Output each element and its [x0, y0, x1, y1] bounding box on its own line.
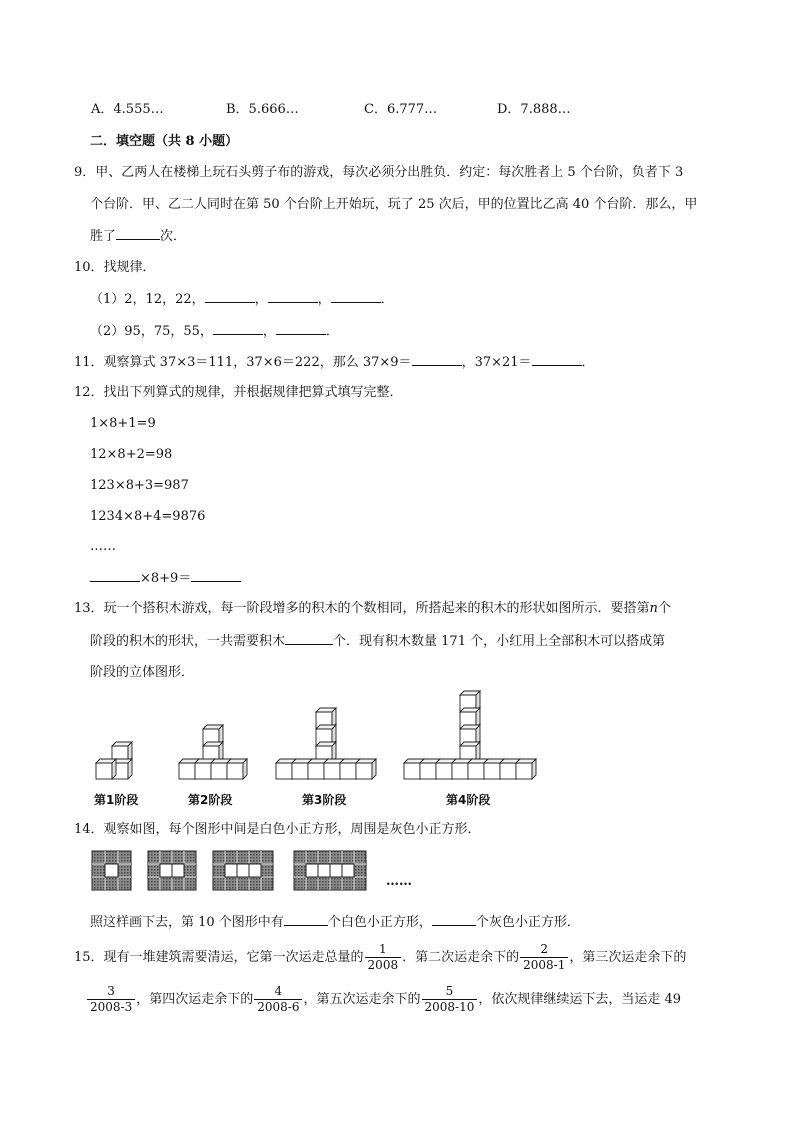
q14-title: 14．观察如图，每个图形中间是白色小正方形，周围是灰色小正方形．: [74, 822, 481, 837]
q13-line3: 阶段的立体图形．: [90, 665, 195, 680]
q14-line2-post: 个灰色小正方形．: [475, 915, 580, 930]
stage-4-blocks: [404, 691, 536, 779]
option-d: D．7.888…: [497, 102, 571, 117]
stage-3-blocks: [276, 708, 376, 779]
q9-line3: [90, 227, 186, 246]
q10-p1-blank-1[interactable]: [205, 290, 255, 303]
q13-line2-post: 个．现有积木数量 171 个，小红用上全部积木可以搭成第: [333, 634, 666, 649]
pattern-figure-1: [92, 851, 131, 890]
q15-mid1: ．第二次运走余下的: [402, 950, 520, 965]
q10-part2: [90, 322, 339, 341]
q11-line: [74, 353, 595, 372]
variable-n: n: [649, 601, 658, 616]
q9-line1: 9．甲、乙两人在楼梯上玩石头剪子布的游戏，每次必须分出胜负．约定：每次胜者上 5 个台阶，负者下 3: [74, 165, 684, 180]
stage-label-2: 第2阶段: [188, 793, 233, 807]
q12-blank-2[interactable]: [191, 569, 241, 582]
q15-post1: ，第三次运走余下的: [569, 950, 687, 965]
sep: ，: [317, 292, 331, 307]
q15-line1: [74, 941, 686, 975]
stage-2-blocks: [179, 725, 247, 779]
q15-post2: ，依次规律继续运下去，当运走 49: [478, 992, 682, 1007]
q14-blank-2[interactable]: [432, 913, 476, 926]
q14-line2: [90, 913, 580, 932]
stage-1-blocks: [96, 742, 132, 779]
sep: ，: [262, 324, 276, 339]
pattern-figure-3: [213, 851, 273, 890]
q13-line2: [90, 632, 665, 651]
q11-end: ．: [581, 355, 595, 370]
q13-line2-pre: 阶段的积木的形状，一共需要积木: [90, 634, 286, 649]
q11-mid: ，37×21＝: [461, 355, 532, 370]
q10-p1-text: （1）2，12，22，: [90, 292, 205, 307]
q12-eq3: 123×8+3=987: [90, 478, 189, 493]
fraction-5: $\frac{5}{2008-10}$: [422, 984, 478, 1015]
q10-p1-blank-3[interactable]: [331, 290, 381, 303]
option-b: B．5.666…: [226, 102, 299, 117]
q12-title: 12．找出下列算式的规律，并根据规律把算式填写完整．: [74, 385, 403, 400]
end: ．: [325, 324, 339, 339]
q14-blank-1[interactable]: [284, 913, 328, 926]
stage-label-3: 第3阶段: [302, 793, 347, 807]
q14-figure-ellipsis: ……: [386, 874, 412, 889]
q9-text-pre: 胜了: [90, 229, 117, 244]
stage-label-4: 第4阶段: [446, 793, 491, 807]
q10-part1: [90, 290, 394, 309]
q15-pre1: 15．现有一堆建筑需要清运，它第一次运走总量的: [74, 950, 364, 965]
q13-line1-post: 个: [657, 601, 671, 616]
fraction-4: $\frac{4}{2008-6}$: [254, 984, 302, 1015]
q10-title: 10．找规律．: [74, 260, 156, 275]
q10-p2-text: （2）95，75，55，: [90, 324, 213, 339]
stage-label-1: 第1阶段: [94, 793, 139, 807]
q12-eq2: 12×8+2=98: [90, 447, 173, 462]
fraction-1: $\frac{1}{2008}$: [365, 942, 402, 973]
q9-answer-blank[interactable]: [116, 227, 160, 240]
q12-eq1: 1×8+1=9: [90, 416, 156, 431]
q14-line2-pre: 照这样画下去，第 10 个图形中有: [90, 915, 284, 930]
q9-line2: 个台阶．甲、乙二人同时在第 50 个台阶上开始玩，玩了 25 次后，甲的位置比乙高 40 个台阶．那么，甲: [90, 197, 698, 212]
q14-line2-mid: 个白色小正方形，: [327, 915, 432, 930]
q13-line1-pre: 13．玩一个搭积木游戏，每一阶段增多的积木的个数相同，所搭起来的积木的形状如图所示．要搭第: [74, 601, 650, 616]
block-stages-figure: [88, 686, 538, 786]
fraction-2: $\frac{2}{2008-1}$: [520, 942, 568, 973]
q12-last: [90, 569, 241, 588]
q12-last-mid: ×8+9＝: [140, 571, 192, 586]
pattern-figure-2: [148, 851, 196, 890]
sep: ，: [254, 292, 268, 307]
option-a: A．4.555…: [91, 102, 164, 117]
q11-blank-1[interactable]: [412, 353, 462, 366]
q10-p1-blank-2[interactable]: [268, 290, 318, 303]
q12-ellipsis: ……: [90, 539, 116, 554]
q15-mid2: ，第四次运走余下的: [136, 992, 254, 1007]
section-title: 二．填空题（共 8 小题）: [90, 134, 239, 149]
q15-mid3: ，第五次运走余下的: [303, 992, 421, 1007]
q10-p2-blank-2[interactable]: [276, 322, 326, 335]
q12-eq4: 1234×8+4=9876: [90, 509, 206, 524]
q9-text-post: 次．: [160, 229, 187, 244]
end: ．: [380, 292, 394, 307]
q15-line2: [86, 983, 681, 1017]
q11-blank-2[interactable]: [532, 353, 582, 366]
fraction-3: $\frac{3}{2008-3}$: [87, 984, 135, 1015]
q13-blank[interactable]: [285, 632, 333, 645]
q10-p2-blank-1[interactable]: [213, 322, 263, 335]
q12-blank-1[interactable]: [90, 569, 140, 582]
pattern-figure-4: [294, 851, 366, 890]
option-c: C．6.777…: [364, 102, 438, 117]
q11-pre: 11．观察算式 37×3＝111，37×6＝222，那么 37×9＝: [74, 355, 412, 370]
square-patterns-figure: [88, 848, 418, 898]
q13-line1: [74, 600, 671, 618]
